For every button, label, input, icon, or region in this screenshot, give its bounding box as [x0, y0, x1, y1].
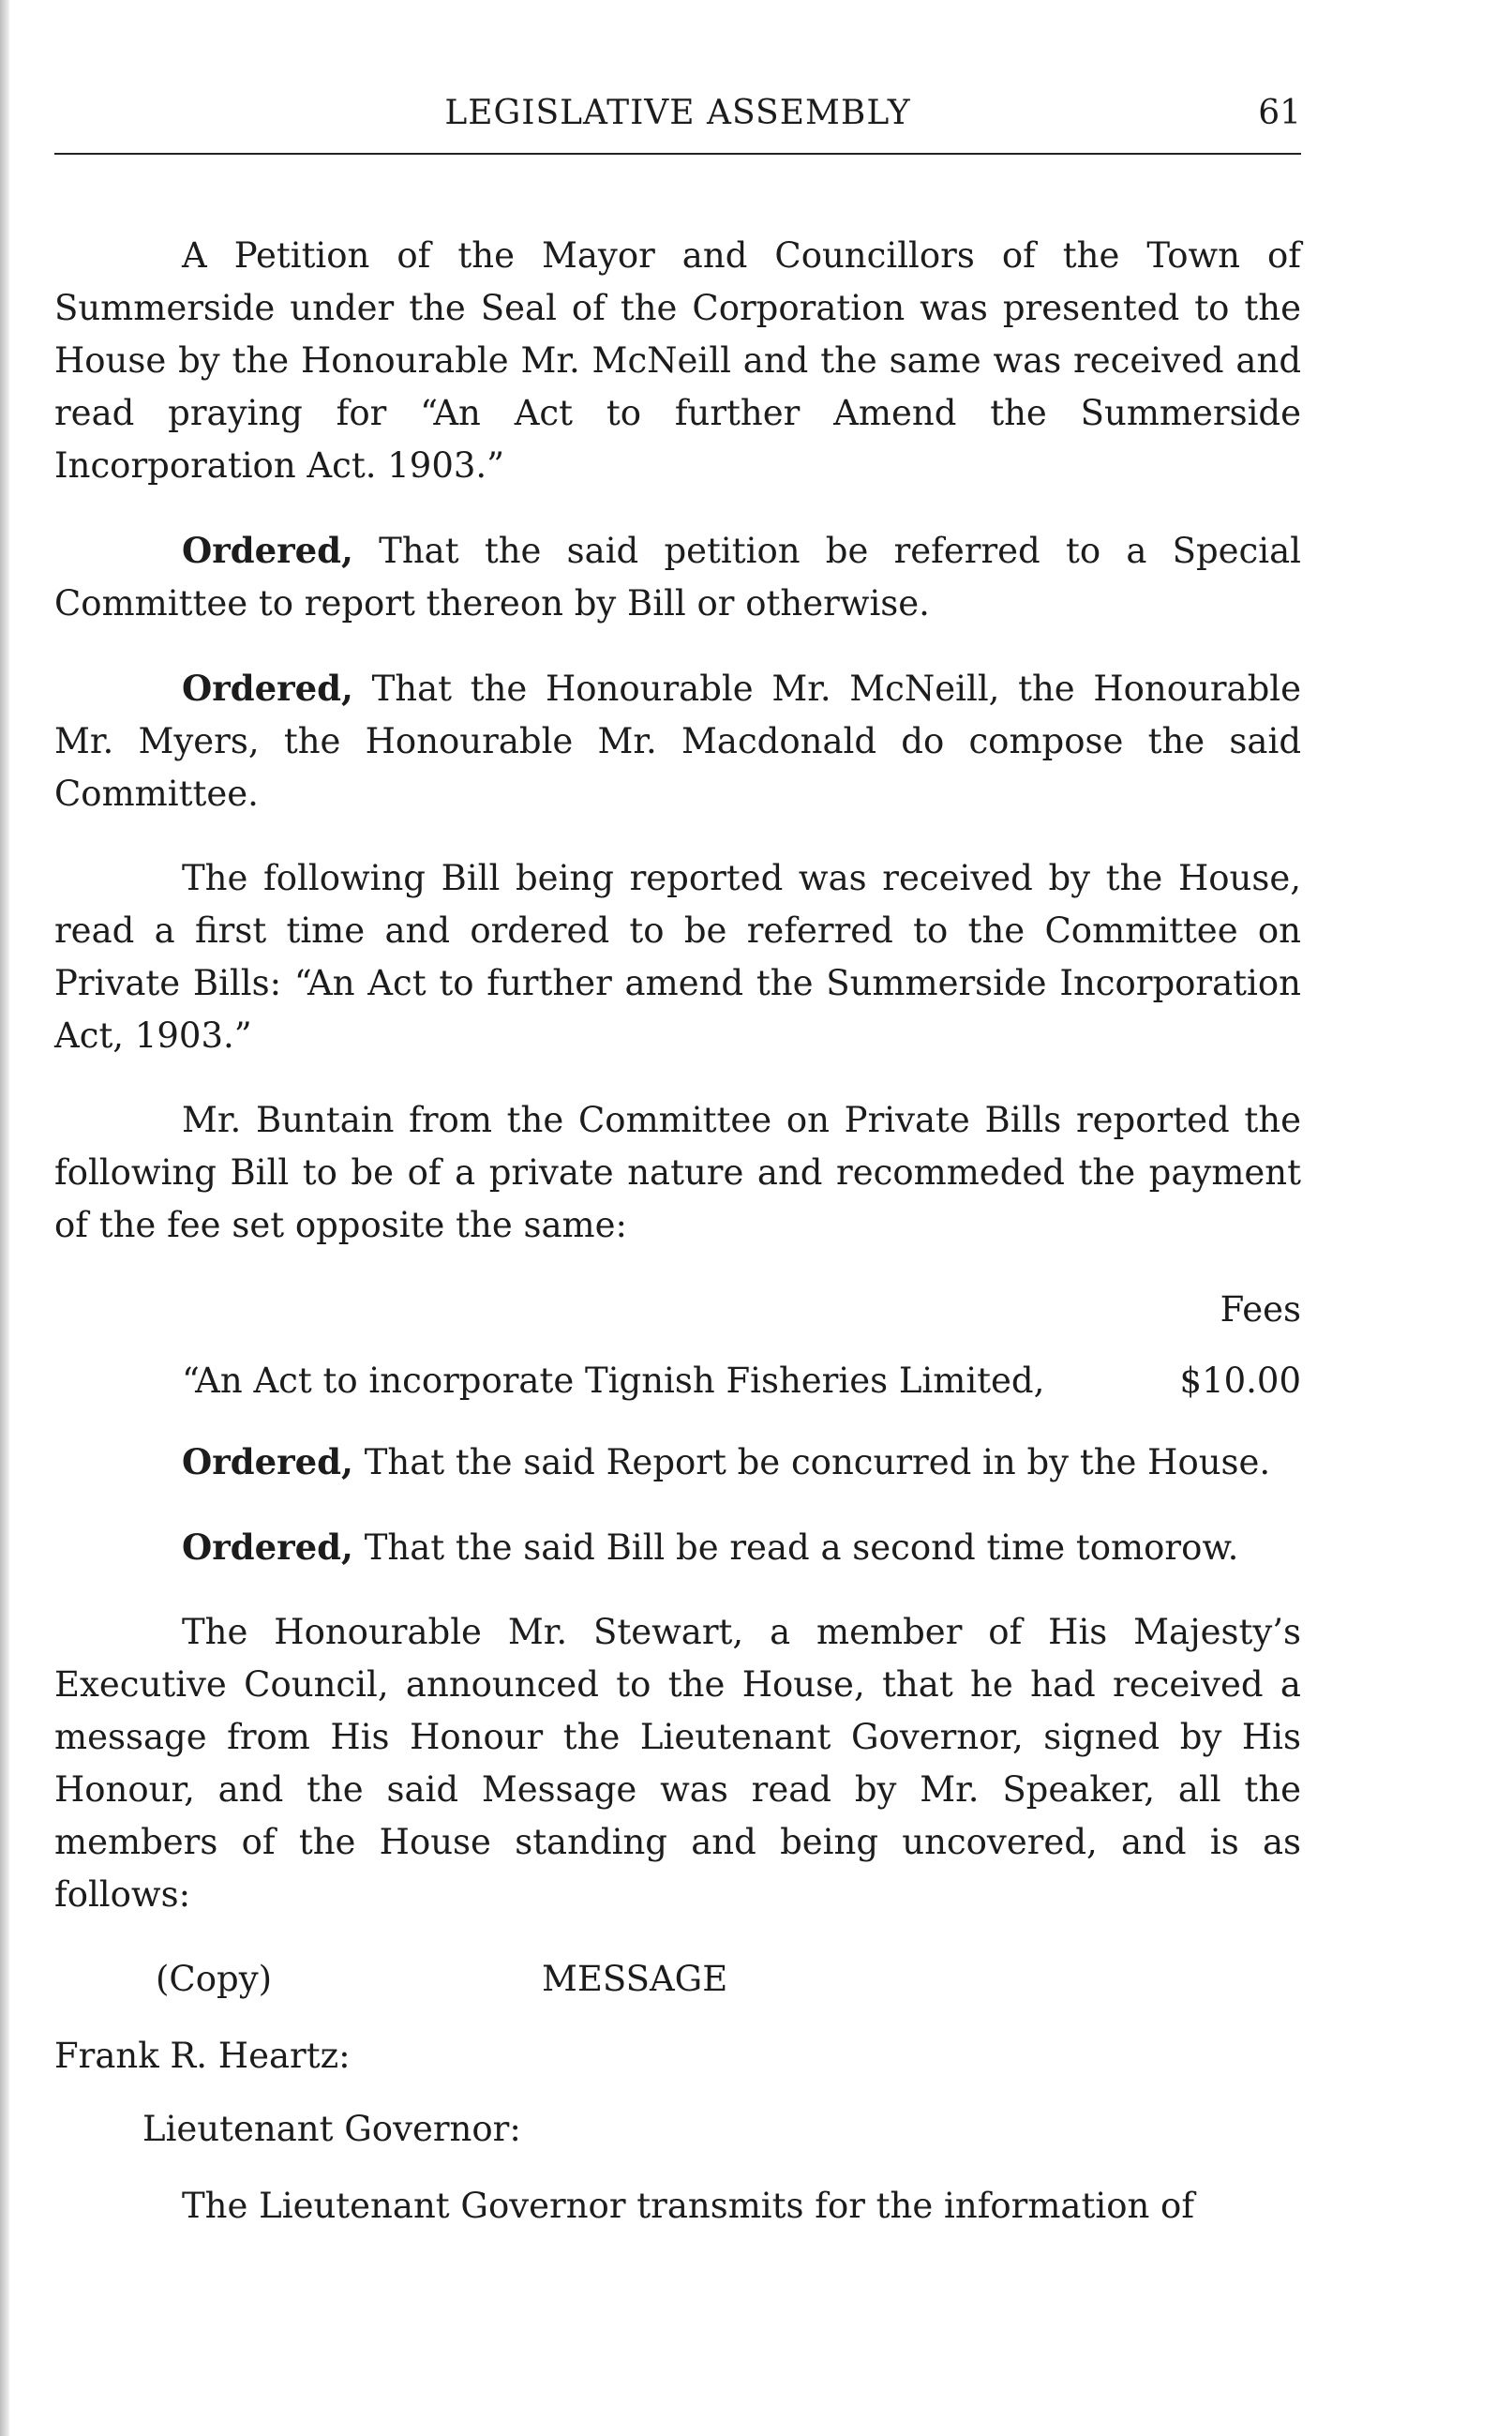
page-number: 61: [1258, 94, 1301, 132]
message-heading-line: [54, 1953, 1301, 2006]
paragraph-ordered-committee: [54, 662, 1301, 820]
ordered-label: Ordered,: [182, 1526, 353, 1568]
fee-item-text: “An Act to incorporate Tignish Fisheries Limited,: [182, 1361, 1045, 1401]
paragraph-text: That the said petition be referred to a Special Committee to report thereon by Bill or otherwise.: [54, 531, 1301, 624]
running-title: LEGISLATIVE ASSEMBLY: [444, 94, 911, 132]
message-heading: MESSAGE: [542, 1959, 728, 1999]
paragraph-message-announcement: The Honourable Mr. Stewart, a member of His Majesty’s Executive Council, announced to the House, that he had received a message from His Honour the Lieutenant Governor, signed by His Honour, and the said Message was read by Mr. Speaker, all the members of the House standing and being uncovered, and is as follows:: [54, 1612, 1301, 1915]
page-body: [54, 230, 1301, 2264]
paragraph-ordered-concurred: [54, 1436, 1301, 1489]
paragraph-bill-reported: The following Bill being reported was received by the House, read a first time and ordered to be referred to the Committee on Private Bills: “An Act to further amend the Summerside Incorporation Act, 1903.”: [54, 858, 1301, 1056]
paragraph-text: That the said Bill be read a second time tomorow.: [352, 1527, 1239, 1568]
ordered-label: Ordered,: [182, 530, 353, 571]
page-spine-shadow: [0, 0, 9, 2436]
page-header: [54, 94, 1301, 141]
fees-heading: Fees: [1220, 1289, 1301, 1330]
paragraph-text: That the Honourable Mr. McNeill, the Honourable Mr. Myers, the Honourable Mr. Macdonald do compose the said Committee.: [54, 669, 1301, 814]
paragraph-text: That the said Report be concurred in by the House.: [352, 1442, 1271, 1482]
ordered-label: Ordered,: [182, 668, 353, 709]
signatory-title: Lieutenant Governor:: [142, 2109, 521, 2149]
paragraph-transmittal: The Lieutenant Governor transmits for the information of: [182, 2186, 1195, 2226]
signatory-name: Frank R. Heartz:: [54, 2036, 351, 2076]
fee-item: [54, 1355, 1301, 1407]
paragraph-ordered-second-reading: [54, 1521, 1301, 1574]
header-rule: [54, 153, 1301, 155]
copy-label: (Copy): [156, 1959, 273, 1999]
paragraph-petition: A Petition of the Mayor and Councillors of the Town of Summerside under the Seal of the Corporation was presented to the House by the Honourable Mr. McNeill and the same was received and read praying for “An Act to further Amend the Summerside Incorporation Act. 1903.”: [54, 235, 1301, 486]
paragraph-ordered-referral: [54, 524, 1301, 630]
ordered-label: Ordered,: [182, 1441, 353, 1482]
fee-item-amount: $10.00: [1179, 1361, 1301, 1401]
paragraph-committee-report: Mr. Buntain from the Committee on Private Bills reported the following Bill to be of a private nature and recommeded the payment of the fee set opposite the same:: [54, 1100, 1301, 1245]
